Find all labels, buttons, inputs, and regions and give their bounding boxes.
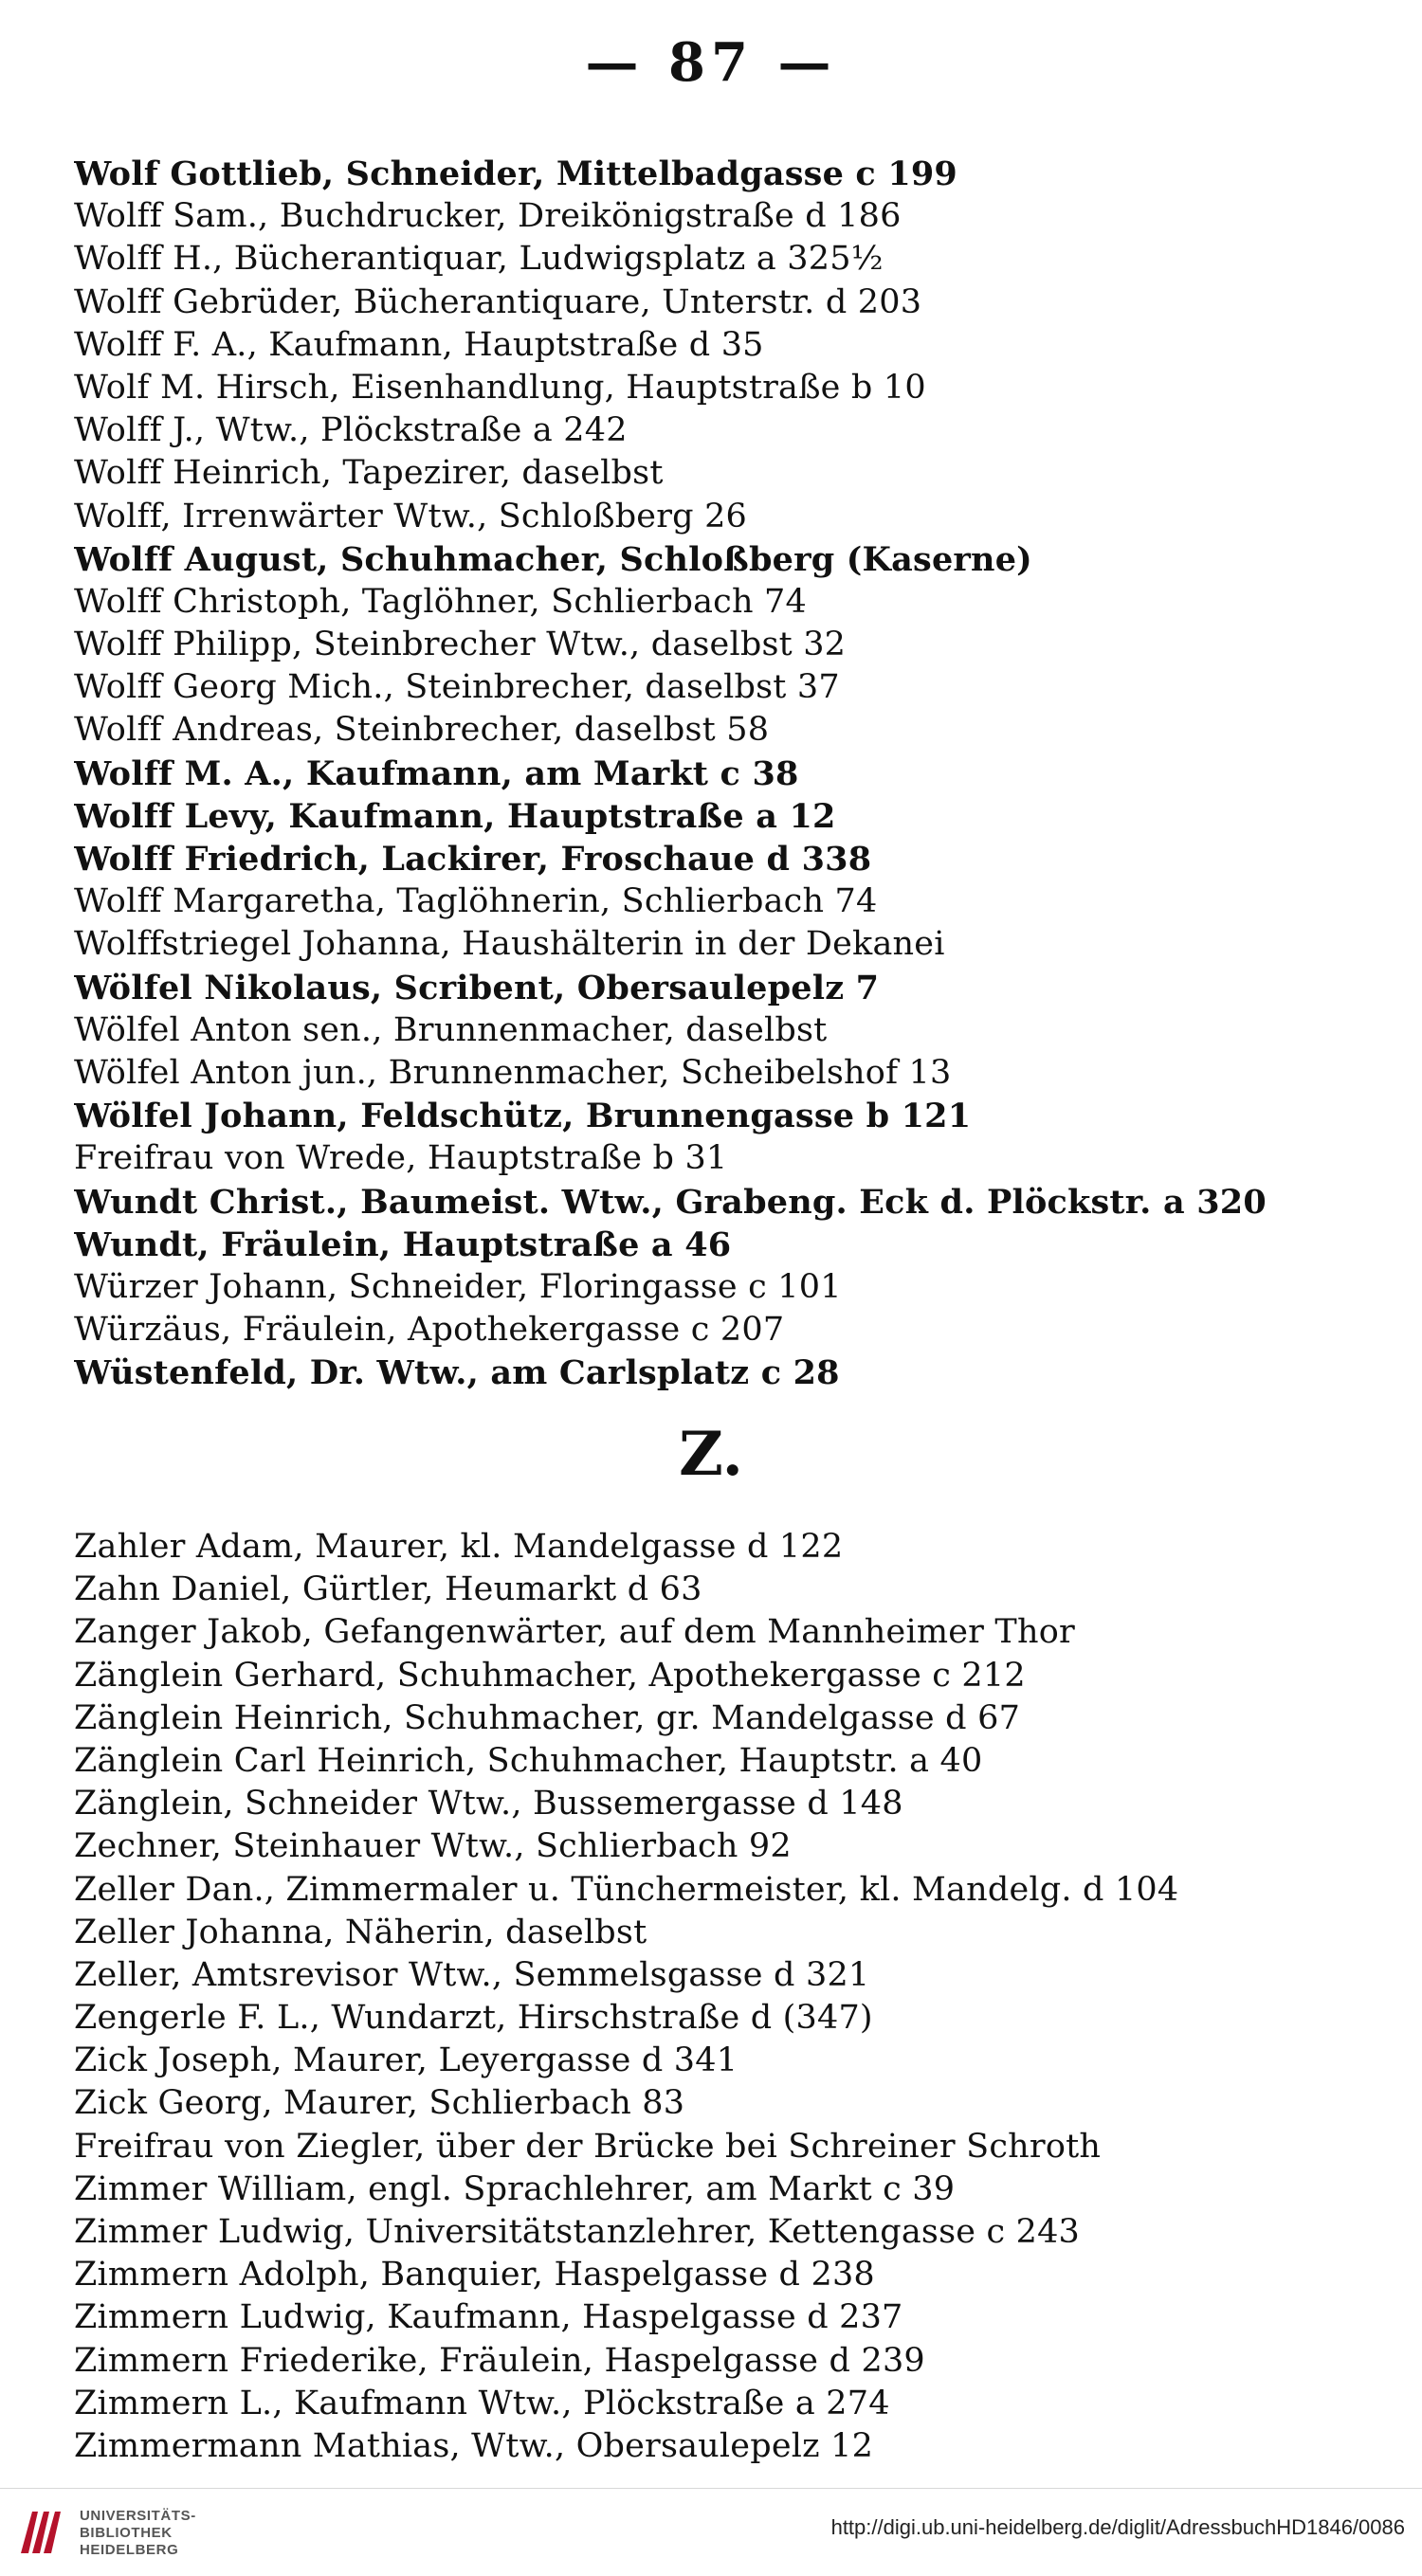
directory-entry: Wölfel Anton jun., Brunnenmacher, Scheibelshof 13 — [74, 1053, 952, 1092]
directory-entry: Wolff Heinrich, Tapezirer, daselbst — [74, 454, 664, 493]
directory-entry: Wolff, Irrenwärter Wtw., Schloßberg 26 — [74, 497, 748, 535]
directory-entry: Zänglein, Schneider Wtw., Bussemergasse d 148 — [74, 1785, 903, 1823]
directory-entry: Wundt Christ., Baumeist. Wtw., Grabeng. Eck d. Plöckstr. a 320 — [74, 1182, 1267, 1222]
directory-entry: Wolf Gottlieb, Schneider, Mittelbadgasse c 199 — [74, 154, 957, 193]
directory-entry: Wölfel Johann, Feldschütz, Brunnengasse b 121 — [74, 1097, 972, 1136]
directory-entry: Würzer Johann, Schneider, Floringasse c 101 — [74, 1267, 842, 1306]
directory-entry: Zimmer Ludwig, Universitätstanzlehrer, Kettengasse c 243 — [74, 2213, 1081, 2251]
directory-entry: Zeller Dan., Zimmermaler u. Tünchermeister, kl. Mandelg. d 104 — [74, 1870, 1179, 1909]
directory-entry: Wölfel Anton sen., Brunnenmacher, daselbst — [74, 1010, 828, 1049]
footer — [0, 2488, 1422, 2576]
source-url-link[interactable]: http://digi.ub.uni-heidelberg.de/diglit/AdressbuchHD1846/0086 — [830, 2515, 1405, 2539]
directory-entry: Zimmern L., Kaufmann Wtw., Plöckstraße a 274 — [74, 2384, 890, 2422]
directory-entry: Wolff Georg Mich., Steinbrecher, daselbst 37 — [74, 668, 840, 707]
directory-entry: Wolff August, Schuhmacher, Schloßberg (Kaserne) — [74, 539, 1032, 579]
directory-entry: Zick Joseph, Maurer, Leyergasse d 341 — [74, 2041, 738, 2080]
directory-entry: Zimmern Ludwig, Kaufmann, Haspelgasse d 237 — [74, 2298, 903, 2337]
directory-entry: Zeller Johanna, Näherin, daselbst — [74, 1913, 647, 1951]
directory-entry: Zänglein Heinrich, Schuhmacher, gr. Mandelgasse d 67 — [74, 1698, 1021, 1737]
directory-entry: Zänglein Gerhard, Schuhmacher, Apothekergasse c 212 — [74, 1656, 1026, 1695]
directory-entry: Wolff Philipp, Steinbrecher Wtw., daselbst 32 — [74, 626, 847, 664]
directory-entry: Freifrau von Wrede, Hauptstraße b 31 — [74, 1139, 728, 1178]
directory-list-z — [74, 1526, 1306, 2468]
directory-entry: Wolff M. A., Kaufmann, am Markt c 38 — [74, 753, 799, 793]
directory-entry: Wolff Friedrich, Lackirer, Froschaue d 338 — [74, 840, 872, 879]
directory-entry: Wolff J., Wtw., Plöckstraße a 242 — [74, 411, 628, 450]
directory-entry: Zimmern Friederike, Fräulein, Haspelgasse d 239 — [74, 2341, 925, 2380]
directory-entry: Zanger Jakob, Gefangenwärter, auf dem Mannheimer Thor — [74, 1613, 1075, 1652]
directory-entry: Wolffstriegel Johanna, Haushälterin in der Dekanei — [74, 925, 945, 964]
library-name-line: BIBLIOTHEK — [80, 2525, 173, 2541]
directory-entry: Zechner, Steinhauer Wtw., Schlierbach 92 — [74, 1827, 792, 1866]
directory-entry: Wundt, Fräulein, Hauptstraße a 46 — [74, 1225, 732, 1264]
directory-entry: Wolff H., Bücherantiquar, Ludwigsplatz a 325½ — [74, 240, 884, 279]
directory-entry: Wolff Margaretha, Taglöhnerin, Schlierbach 74 — [74, 882, 878, 921]
directory-entry: Freifrau von Ziegler, über der Brücke bei Schreiner Schroth — [74, 2127, 1102, 2166]
directory-entry: Wolff Levy, Kaufmann, Hauptstraße a 12 — [74, 796, 836, 836]
directory-entry: Wolff Andreas, Steinbrecher, daselbst 58 — [74, 711, 770, 750]
directory-entry: Wolff Sam., Buchdrucker, Dreikönigstraße d 186 — [74, 197, 902, 236]
university-seal-icon — [17, 2506, 64, 2559]
directory-entry: Zengerle F. L., Wundarzt, Hirschstraße d (347) — [74, 1999, 873, 2038]
page-number: — 87 — — [585, 31, 837, 94]
directory-entry: Wolff F. A., Kaufmann, Hauptstraße d 35 — [74, 325, 764, 364]
directory-list-w — [74, 153, 1306, 1394]
directory-entry: Wölfel Nikolaus, Scribent, Obersaulepelz 7 — [74, 968, 880, 1007]
directory-entry: Zick Georg, Maurer, Schlierbach 83 — [74, 2084, 685, 2123]
library-logo — [17, 2500, 396, 2567]
directory-entry: Wüstenfeld, Dr. Wtw., am Carlsplatz c 28 — [74, 1353, 840, 1393]
directory-entry: Zahler Adam, Maurer, kl. Mandelgasse d 122 — [74, 1528, 844, 1566]
library-name-line: UNIVERSITÄTS- — [80, 2508, 196, 2524]
directory-entry: Zimmermann Mathias, Wtw., Obersaulepelz 12 — [74, 2426, 874, 2465]
directory-entry: Wolff Christoph, Taglöhner, Schlierbach 74 — [74, 582, 807, 621]
library-name-line: HEIDELBERG — [80, 2542, 179, 2558]
directory-entry: Zänglein Carl Heinrich, Schuhmacher, Hauptstr. a 40 — [74, 1741, 983, 1780]
section-heading-z: Z. — [679, 1419, 743, 1490]
directory-entry: Zeller, Amtsrevisor Wtw., Semmelsgasse d 321 — [74, 1955, 870, 1994]
directory-entry: Würzäus, Fräulein, Apothekergasse c 207 — [74, 1311, 785, 1350]
directory-entry: Wolf M. Hirsch, Eisenhandlung, Hauptstraße b 10 — [74, 368, 926, 407]
directory-entry: Zimmern Adolph, Banquier, Haspelgasse d 238 — [74, 2256, 875, 2295]
directory-entry: Zimmer William, engl. Sprachlehrer, am Markt c 39 — [74, 2169, 956, 2208]
directory-entry: Wolff Gebrüder, Bücherantiquare, Unterstr. d 203 — [74, 282, 922, 321]
directory-entry: Zahn Daniel, Gürtler, Heumarkt d 63 — [74, 1570, 702, 1609]
library-name — [80, 2508, 196, 2559]
